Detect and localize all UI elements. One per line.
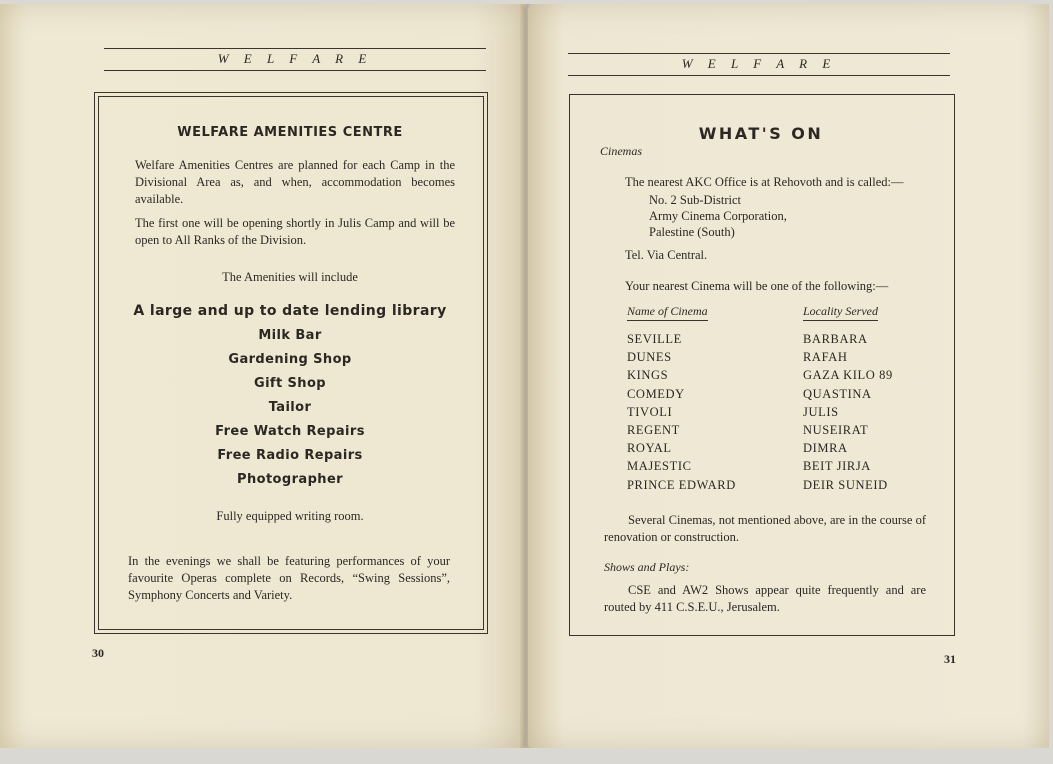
amenity-item: Gardening Shop [228,352,352,367]
amenity-item: Milk Bar [258,328,322,343]
amenity-item: Free Radio Repairs [217,448,363,463]
cinema-name: MAJESTIC [627,459,692,474]
amenity-item: Photographer [237,472,343,487]
address-line: Palestine (South) [649,225,735,239]
page-number-right: 31 [944,652,956,666]
cinema-name-column [627,330,736,494]
address-line: Army Cinema Corporation, [649,209,787,223]
amenity-item: A large and up to date lending library [133,303,447,319]
shows-heading: Shows and Plays: [604,560,690,574]
locality-served: GAZA KILO 89 [803,368,893,383]
column-header-locality: Locality Served [803,304,878,321]
akc-office-line: The nearest AKC Office is at Rehovoth and is called:— [625,175,904,189]
amenity-item: Tailor [268,400,312,415]
several-cinemas-paragraph: Several Cinemas, not mentioned above, are in the course of renovation or construction. [604,513,926,544]
shows-paragraph: CSE and AW2 Shows appear quite frequently and are routed by 411 C.S.E.U., Jerusalem. [604,583,926,614]
telephone-line: Tel. Via Central. [625,248,708,262]
amenities-title: WELFARE AMENITIES CENTRE [177,125,403,140]
amenity-item: Free Watch Repairs [215,424,365,439]
locality-served: NUSEIRAT [803,423,869,438]
locality-served: QUASTINA [803,386,872,401]
nearest-cinema-line: Your nearest Cinema will be one of the following:— [625,279,889,293]
address-line: No. 2 Sub-District [649,193,742,207]
writing-room-text: Fully equipped writing room. [216,509,364,523]
locality-served: JULIS [803,404,839,419]
amenities-paragraph-2: The first one will be opening shortly in Julis Camp and will be open to All Ranks of the Division. [135,216,455,247]
amenities-paragraph-1: Welfare Amenities Centres are planned for each Camp in the Divisional Area as, and when, accommodation becomes available. [135,158,455,206]
cinema-name: REGENT [627,423,680,438]
locality-served: BARBARA [803,332,868,346]
locality-served: BEIT JIRJA [803,459,871,474]
locality-served: DEIR SUNEID [803,477,888,492]
cinema-name: COMEDY [627,386,685,401]
left-page [0,4,526,748]
cinema-name: ROYAL [627,441,672,456]
cinemas-heading: Cinemas [600,144,642,158]
right-page [528,4,1049,748]
evenings-paragraph: In the evenings we shall be featuring performances of your favourite Operas complete on Records, “Swing Sessions”, Symphony Concerts and Variety. [128,554,450,602]
column-header-cinema: Name of Cinema [627,304,708,321]
amenities-intro: The Amenities will include [222,270,358,284]
locality-column [803,330,893,494]
running-head-right: W E L F A R E [568,53,950,76]
whats-on-title: WHAT'S ON [698,124,824,143]
cinema-name: SEVILLE [627,332,682,346]
cinema-name: DUNES [627,350,672,365]
locality-served: DIMRA [803,441,848,456]
amenity-item: Gift Shop [254,376,326,391]
cinema-name: PRINCE EDWARD [627,477,736,492]
running-head-left: W E L F A R E [104,48,486,71]
page-number-left: 30 [92,646,104,660]
cinema-name: KINGS [627,368,669,383]
cinema-name: TIVOLI [627,404,673,419]
locality-served: RAFAH [803,350,848,365]
